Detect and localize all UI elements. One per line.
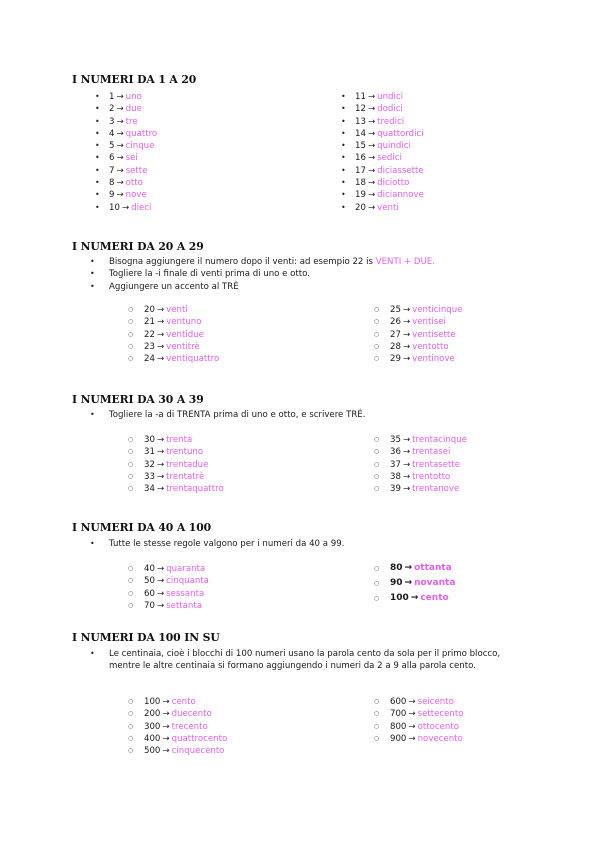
note-item: • Tutte le stesse regole valgono per i numeri da 40 a 99. xyxy=(109,538,514,550)
arrow-icon: → xyxy=(402,435,411,445)
number: 300 xyxy=(144,721,161,732)
number: 14 xyxy=(355,128,366,139)
list-item xyxy=(355,128,424,140)
note-text: Bisogna aggiungere il numero dopo il venti: ad esempio 22 is xyxy=(109,257,373,267)
arrow-icon: → xyxy=(156,329,165,340)
number-word: ventiquattro xyxy=(166,354,220,365)
list-item xyxy=(355,189,424,201)
arrow-icon: → xyxy=(156,576,165,587)
arrow-icon: → xyxy=(156,341,165,352)
list-item xyxy=(144,341,219,353)
list-35-39 xyxy=(390,434,467,495)
number: 3 xyxy=(109,116,115,127)
number: 31 xyxy=(144,447,155,458)
heading-100-in-su: I NUMERI DA 100 IN SU xyxy=(72,631,220,644)
number-word: quattrocento xyxy=(171,733,228,744)
list-item xyxy=(355,177,424,189)
number-word: trentacinque xyxy=(412,435,467,445)
number-word: seicento xyxy=(417,697,454,707)
list-11-20 xyxy=(355,91,424,214)
arrow-icon: → xyxy=(156,354,165,365)
list-item xyxy=(390,459,467,471)
list-item xyxy=(355,103,424,115)
arrow-icon: → xyxy=(367,128,376,139)
number-word: trentadue xyxy=(166,459,209,470)
arrow-icon: → xyxy=(116,92,124,102)
number: 38 xyxy=(390,471,401,482)
arrow-icon: → xyxy=(121,202,130,213)
number: 11 xyxy=(355,92,366,102)
number-word: sedici xyxy=(377,153,402,164)
heading-40-100: I NUMERI DA 40 A 100 xyxy=(72,521,212,534)
arrow-icon: → xyxy=(156,459,165,470)
arrow-icon: → xyxy=(408,733,416,744)
number-word: quattro xyxy=(125,128,158,139)
list-25-29 xyxy=(390,304,462,365)
number-word: sessanta xyxy=(166,588,205,599)
list-item xyxy=(144,471,224,483)
number-word: trentotto xyxy=(412,471,451,482)
list-item xyxy=(355,140,424,152)
number-word: cinquanta xyxy=(166,576,209,587)
number: 20 xyxy=(144,305,155,315)
list-item xyxy=(390,446,467,458)
list-1-10 xyxy=(109,91,157,214)
list-item xyxy=(390,353,462,365)
note-item xyxy=(109,256,514,268)
number-word: otto xyxy=(125,178,143,189)
number: 27 xyxy=(390,329,401,340)
number-word: uno xyxy=(125,92,142,102)
note-item: • Aggiungere un accento al TRÈ xyxy=(109,281,514,293)
number: 20 xyxy=(355,202,366,213)
list-item xyxy=(144,708,227,720)
arrow-icon: → xyxy=(402,305,411,315)
list-item xyxy=(109,202,157,214)
list-item xyxy=(109,177,157,189)
list-item xyxy=(390,316,462,328)
number-word: trentasette xyxy=(412,459,461,470)
number-word: diciotto xyxy=(377,178,410,189)
number-word: ottanta xyxy=(414,563,452,573)
list-item xyxy=(144,575,209,587)
arrow-icon: → xyxy=(116,190,124,201)
number: 34 xyxy=(144,484,155,495)
number-word: ventuno xyxy=(166,317,202,328)
number: 5 xyxy=(109,141,115,152)
list-item xyxy=(109,116,157,128)
number-word: sei xyxy=(125,153,138,164)
number: 70 xyxy=(144,600,155,611)
number: 29 xyxy=(390,354,401,365)
arrow-icon: → xyxy=(116,153,124,164)
arrow-icon: → xyxy=(367,141,376,152)
number-word: venticinque xyxy=(412,305,463,315)
number: 37 xyxy=(390,459,401,470)
number: 30 xyxy=(144,435,155,445)
arrow-icon: → xyxy=(367,116,376,127)
note-item: • Le centinaia, cioè i blocchi di 100 numeri usano la parola cento da sola per il primo blocco, mentre le altre centinaia si formano aggiungendo i numeri da 2 a 9 alla parola cento. xyxy=(109,648,514,673)
number: 18 xyxy=(355,178,366,189)
list-item xyxy=(109,103,157,115)
list-item xyxy=(144,434,224,446)
number: 33 xyxy=(144,471,155,482)
number-word: nove xyxy=(125,190,147,201)
number: 1 xyxy=(109,92,115,102)
list-item xyxy=(390,696,464,708)
number-word: due xyxy=(125,104,142,115)
number: 7 xyxy=(109,165,115,176)
number: 900 xyxy=(390,733,407,744)
list-item xyxy=(355,165,424,177)
number: 50 xyxy=(144,576,155,587)
arrow-icon: → xyxy=(156,600,165,611)
number: 700 xyxy=(390,709,407,720)
arrow-icon: → xyxy=(156,564,165,574)
number-word: trentasei xyxy=(412,447,451,458)
arrow-icon: → xyxy=(162,709,170,720)
list-item xyxy=(355,152,424,164)
list-30-34 xyxy=(144,434,224,495)
list-item xyxy=(390,561,455,576)
number: 9 xyxy=(109,190,115,201)
arrow-icon: → xyxy=(402,484,411,495)
arrow-icon: → xyxy=(162,721,170,732)
arrow-icon: → xyxy=(116,104,124,115)
list-item xyxy=(144,588,209,600)
arrow-icon: → xyxy=(162,746,170,757)
list-item xyxy=(144,329,219,341)
number-word: quattordici xyxy=(377,128,424,139)
list-item xyxy=(109,140,157,152)
list-20-24 xyxy=(144,304,219,365)
list-80-100 xyxy=(390,561,455,606)
number-word: tredici xyxy=(377,116,405,127)
notes-20-29 xyxy=(109,256,514,293)
arrow-icon: → xyxy=(156,317,165,328)
number-word: settanta xyxy=(166,600,202,611)
number: 26 xyxy=(390,317,401,328)
list-40-70 xyxy=(144,563,209,612)
number: 200 xyxy=(144,709,161,720)
arrow-icon: → xyxy=(116,165,124,176)
list-item xyxy=(390,471,467,483)
arrow-icon: → xyxy=(116,178,124,189)
arrow-icon: → xyxy=(156,435,165,445)
number-word: ottocento xyxy=(417,721,459,732)
list-item xyxy=(144,721,227,733)
list-item xyxy=(144,483,224,495)
number: 8 xyxy=(109,178,115,189)
list-item xyxy=(390,591,455,606)
note-item: • Togliere la -i finale di venti prima di uno e otto. xyxy=(109,268,514,280)
list-item xyxy=(390,733,464,745)
arrow-icon: → xyxy=(156,484,165,495)
number-word: ventidue xyxy=(166,329,204,340)
list-item xyxy=(144,745,227,757)
number-word: settecento xyxy=(417,709,464,720)
list-item xyxy=(109,165,157,177)
number: 13 xyxy=(355,116,366,127)
arrow-icon: → xyxy=(367,190,376,201)
arrow-icon: → xyxy=(156,305,165,315)
number-word: trentanove xyxy=(412,484,460,495)
notes-40-100 xyxy=(109,538,514,550)
number: 35 xyxy=(390,435,401,445)
arrow-icon: → xyxy=(402,471,411,482)
arrow-icon: → xyxy=(162,697,170,707)
number: 25 xyxy=(390,305,401,315)
arrow-icon: → xyxy=(367,202,376,213)
number-word: cento xyxy=(420,593,449,603)
number: 4 xyxy=(109,128,115,139)
heading-1-20: I NUMERI DA 1 A 20 xyxy=(72,73,197,86)
number-word: quindici xyxy=(377,141,411,152)
number-word: cinque xyxy=(125,141,155,152)
number: 600 xyxy=(390,697,407,707)
list-item xyxy=(355,91,424,103)
arrow-icon: → xyxy=(367,92,376,102)
arrow-icon: → xyxy=(402,317,411,328)
list-item xyxy=(355,116,424,128)
number-word: venti xyxy=(377,202,399,213)
list-item xyxy=(144,733,227,745)
number: 17 xyxy=(355,165,366,176)
number: 39 xyxy=(390,484,401,495)
number-word: ventinove xyxy=(412,354,455,365)
arrow-icon: → xyxy=(402,329,411,340)
number-word: diciassette xyxy=(377,165,424,176)
number: 23 xyxy=(144,341,155,352)
number: 100 xyxy=(390,593,409,603)
list-item xyxy=(390,304,462,316)
arrow-icon: → xyxy=(116,141,124,152)
notes-100-in-su xyxy=(109,648,514,673)
arrow-icon: → xyxy=(162,733,170,744)
heading-30-39: I NUMERI DA 30 A 39 xyxy=(72,393,204,406)
arrow-icon: → xyxy=(408,697,416,707)
number: 12 xyxy=(355,104,366,115)
arrow-icon: → xyxy=(402,447,411,458)
number-word: ventotto xyxy=(412,341,449,352)
list-item xyxy=(355,202,424,214)
number-word: diciannove xyxy=(377,190,424,201)
number: 90 xyxy=(390,578,403,588)
arrow-icon: → xyxy=(408,721,416,732)
number: 100 xyxy=(144,697,161,707)
number-word: trentuno xyxy=(166,447,204,458)
number: 6 xyxy=(109,153,115,164)
number: 2 xyxy=(109,104,115,115)
arrow-icon: → xyxy=(402,341,411,352)
number-word: venti xyxy=(166,305,188,315)
number: 21 xyxy=(144,317,155,328)
number-word: novanta xyxy=(414,578,456,588)
number: 10 xyxy=(109,202,120,213)
arrow-icon: → xyxy=(156,471,165,482)
number: 22 xyxy=(144,329,155,340)
number-word: cento xyxy=(171,697,196,707)
arrow-icon: → xyxy=(116,116,124,127)
list-600-900 xyxy=(390,696,464,745)
list-item xyxy=(144,304,219,316)
list-item xyxy=(390,434,467,446)
list-item xyxy=(109,128,157,140)
notes-30-39 xyxy=(109,409,514,421)
number: 16 xyxy=(355,153,366,164)
list-item xyxy=(144,446,224,458)
number-word: quaranta xyxy=(166,564,206,574)
list-item xyxy=(109,152,157,164)
number: 24 xyxy=(144,354,155,365)
list-item xyxy=(109,189,157,201)
list-item xyxy=(144,353,219,365)
number: 400 xyxy=(144,733,161,744)
list-100-500 xyxy=(144,696,227,757)
number-word: trecento xyxy=(171,721,208,732)
arrow-icon: → xyxy=(410,593,419,603)
arrow-icon: → xyxy=(367,178,376,189)
number: 15 xyxy=(355,141,366,152)
list-item xyxy=(390,341,462,353)
list-item xyxy=(390,708,464,720)
arrow-icon: → xyxy=(402,354,411,365)
number-word: novecento xyxy=(417,733,463,744)
list-item xyxy=(109,91,157,103)
arrow-icon: → xyxy=(367,104,376,115)
number: 36 xyxy=(390,447,401,458)
number-word: dodici xyxy=(377,104,403,115)
arrow-icon: → xyxy=(408,709,416,720)
note-item: • Togliere la -a di TRENTA prima di uno e otto, e scrivere TRÉ. xyxy=(109,409,514,421)
arrow-icon: → xyxy=(367,153,376,164)
number: 28 xyxy=(390,341,401,352)
list-item xyxy=(144,563,209,575)
arrow-icon: → xyxy=(116,128,124,139)
number-word: duecento xyxy=(171,709,212,720)
list-item xyxy=(144,459,224,471)
number-word: trentatrè xyxy=(166,471,205,482)
list-item xyxy=(390,721,464,733)
list-item xyxy=(144,696,227,708)
number: 500 xyxy=(144,746,161,757)
heading-20-29: I NUMERI DA 20 A 29 xyxy=(72,240,204,253)
number-word: undici xyxy=(377,92,403,102)
number-word: ventitrè xyxy=(166,341,200,352)
arrow-icon: → xyxy=(404,563,413,573)
number-word: dieci xyxy=(131,202,152,213)
note-highlight: VENTI + DUE. xyxy=(375,257,435,267)
number: 40 xyxy=(144,564,155,574)
arrow-icon: → xyxy=(404,578,413,588)
number-word: ventisette xyxy=(412,329,456,340)
number: 19 xyxy=(355,190,366,201)
list-item xyxy=(390,483,467,495)
arrow-icon: → xyxy=(402,459,411,470)
arrow-icon: → xyxy=(367,165,376,176)
arrow-icon: → xyxy=(156,447,165,458)
number-word: tre xyxy=(125,116,138,127)
arrow-icon: → xyxy=(156,588,165,599)
number: 80 xyxy=(390,563,403,573)
number-word: trentaquattro xyxy=(166,484,224,495)
list-item xyxy=(144,600,209,612)
list-item xyxy=(144,316,219,328)
number: 60 xyxy=(144,588,155,599)
list-item xyxy=(390,576,455,591)
number-word: trenta xyxy=(166,435,193,445)
number: 800 xyxy=(390,721,407,732)
number-word: cinquecento xyxy=(171,746,225,757)
number-word: ventisei xyxy=(412,317,446,328)
list-item xyxy=(390,329,462,341)
number: 32 xyxy=(144,459,155,470)
number-word: sette xyxy=(125,165,148,176)
